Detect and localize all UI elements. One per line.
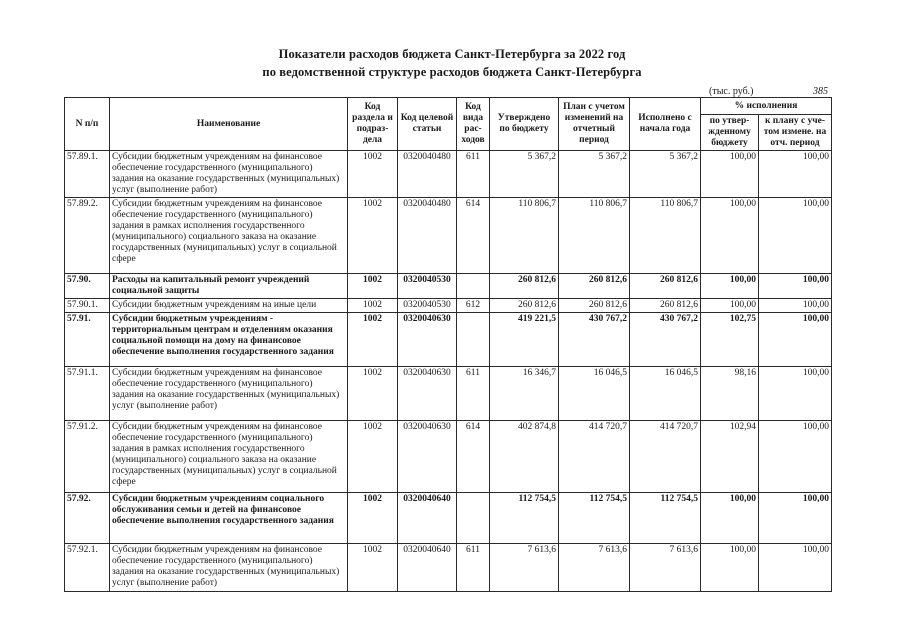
- row-type-code: [457, 313, 490, 367]
- row-pct-budget: 100,00: [701, 299, 759, 313]
- row-executed: 260 812,6: [630, 274, 701, 299]
- row-plan: 5 367,2: [559, 151, 630, 198]
- row-target-code: 0320040640: [398, 544, 457, 592]
- row-plan: 414 720,7: [559, 421, 630, 493]
- row-pct-plan: 100,00: [759, 544, 832, 592]
- header-executed: Исполнено с начала года: [630, 98, 701, 151]
- row-target-code: 0320040630: [398, 367, 457, 421]
- header-section: Код раздела и подраз-дела: [348, 98, 398, 151]
- row-type-code: 614: [457, 421, 490, 493]
- row-pct-plan: 100,00: [759, 313, 832, 367]
- header-plan: План с учетом изменений на отчетный период: [559, 98, 630, 151]
- row-section-code: 1002: [348, 274, 398, 299]
- header-percent-group: % исполнения: [701, 98, 832, 115]
- header-approved: Утверждено по бюджету: [490, 98, 559, 151]
- row-plan: 7 613,6: [559, 544, 630, 592]
- row-num: 57.91.: [65, 313, 110, 367]
- row-plan: 112 754,5: [559, 493, 630, 544]
- expenditure-table: [64, 97, 832, 592]
- row-pct-budget: 100,00: [701, 544, 759, 592]
- table-row: [65, 421, 832, 493]
- row-pct-plan: 100,00: [759, 274, 832, 299]
- table-row: [65, 198, 832, 274]
- units-label: (тыс. руб.): [709, 86, 754, 97]
- row-section-code: 1002: [348, 198, 398, 274]
- row-pct-budget: 102,94: [701, 421, 759, 493]
- row-name: Субсидии бюджетным учреждениям - территориальным центрам и отделениям оказания социальной помощи на дому на финансовое обеспечение выполнения государственного задания: [110, 313, 348, 367]
- row-pct-budget: 102,75: [701, 313, 759, 367]
- row-name: Субсидии бюджетным учреждениям на финансовое обеспечение государственного (муниципального) задания на оказание государственных (муниципальных) услуг (выполнение работ): [110, 151, 348, 198]
- row-target-code: 0320040630: [398, 313, 457, 367]
- row-executed: 5 367,2: [630, 151, 701, 198]
- row-target-code: 0320040480: [398, 198, 457, 274]
- row-section-code: 1002: [348, 313, 398, 367]
- row-approved: 5 367,2: [490, 151, 559, 198]
- row-approved: 260 812,6: [490, 274, 559, 299]
- row-section-code: 1002: [348, 493, 398, 544]
- row-section-code: 1002: [348, 299, 398, 313]
- row-approved: 419 221,5: [490, 313, 559, 367]
- row-executed: 414 720,7: [630, 421, 701, 493]
- table-row: [65, 493, 832, 544]
- row-num: 57.90.1.: [65, 299, 110, 313]
- row-num: 57.89.2.: [65, 198, 110, 274]
- header-num: N п/п: [65, 98, 110, 151]
- header-name: Наименование: [110, 98, 348, 151]
- row-executed: 430 767,2: [630, 313, 701, 367]
- row-pct-plan: 100,00: [759, 493, 832, 544]
- row-executed: 260 812,6: [630, 299, 701, 313]
- row-approved: 16 346,7: [490, 367, 559, 421]
- row-executed: 110 806,7: [630, 198, 701, 274]
- page-number: 385: [813, 86, 828, 97]
- row-name: Расходы на капитальный ремонт учреждений социальной защиты: [110, 274, 348, 299]
- row-name: Субсидии бюджетным учреждениям на финансовое обеспечение государственного (муниципального) задания в рамках исполнения государственного (муниципального) социального заказа на оказание государственных (муниципальных) услуг в социальной сфере: [110, 421, 348, 493]
- row-pct-budget: 100,00: [701, 151, 759, 198]
- row-plan: 16 046,5: [559, 367, 630, 421]
- row-num: 57.89.1.: [65, 151, 110, 198]
- row-pct-budget: 100,00: [701, 493, 759, 544]
- header-type: Код вида рас-ходов: [457, 98, 490, 151]
- row-type-code: [457, 493, 490, 544]
- row-plan: 260 812,6: [559, 274, 630, 299]
- table-row: [65, 151, 832, 198]
- row-num: 57.91.2.: [65, 421, 110, 493]
- row-target-code: 0320040630: [398, 421, 457, 493]
- row-pct-plan: 100,00: [759, 151, 832, 198]
- header-pct-budget: по утвер-жденному бюджету: [701, 115, 759, 151]
- row-pct-plan: 100,00: [759, 421, 832, 493]
- row-executed: 16 046,5: [630, 367, 701, 421]
- row-target-code: 0320040530: [398, 274, 457, 299]
- row-pct-plan: 100,00: [759, 198, 832, 274]
- row-num: 57.92.1.: [65, 544, 110, 592]
- row-approved: 7 613,6: [490, 544, 559, 592]
- row-name: Субсидии бюджетным учреждениям на иные цели: [110, 299, 348, 313]
- row-name: Субсидии бюджетным учреждениям на финансовое обеспечение государственного (муниципального) задания на оказание государственных (муниципальных) услуг (выполнение работ): [110, 367, 348, 421]
- row-section-code: 1002: [348, 544, 398, 592]
- row-name: Субсидии бюджетным учреждениям социального обслуживания семьи и детей на финансовое обеспечение выполнения государственного задания: [110, 493, 348, 544]
- row-pct-plan: 100,00: [759, 299, 832, 313]
- row-approved: 402 874,8: [490, 421, 559, 493]
- table-row: [65, 367, 832, 421]
- row-type-code: 611: [457, 367, 490, 421]
- table-row: [65, 313, 832, 367]
- table-row: [65, 274, 832, 299]
- row-target-code: 0320040480: [398, 151, 457, 198]
- row-type-code: 611: [457, 544, 490, 592]
- header-pct-plan: к плану с уче-том измене. на отч. период: [759, 115, 832, 151]
- table-body: [65, 151, 832, 592]
- row-plan: 260 812,6: [559, 299, 630, 313]
- row-executed: 7 613,6: [630, 544, 701, 592]
- table-row: [65, 299, 832, 313]
- row-target-code: 0320040640: [398, 493, 457, 544]
- row-executed: 112 754,5: [630, 493, 701, 544]
- row-type-code: [457, 274, 490, 299]
- document-title-line1: Показатели расходов бюджета Санкт-Петербурга за 2022 год: [278, 47, 626, 61]
- row-type-code: 611: [457, 151, 490, 198]
- row-plan: 110 806,7: [559, 198, 630, 274]
- row-type-code: 614: [457, 198, 490, 274]
- row-plan: 430 767,2: [559, 313, 630, 367]
- row-approved: 260 812,6: [490, 299, 559, 313]
- row-type-code: 612: [457, 299, 490, 313]
- row-num: 57.90.: [65, 274, 110, 299]
- row-approved: 110 806,7: [490, 198, 559, 274]
- row-section-code: 1002: [348, 421, 398, 493]
- document-title-line2: по ведомственной структуре расходов бюджета Санкт-Петербурга: [262, 65, 642, 79]
- row-pct-budget: 98,16: [701, 367, 759, 421]
- row-pct-budget: 100,00: [701, 274, 759, 299]
- row-num: 57.92.: [65, 493, 110, 544]
- row-pct-plan: 100,00: [759, 367, 832, 421]
- row-pct-budget: 100,00: [701, 198, 759, 274]
- table-row: [65, 544, 832, 592]
- row-name: Субсидии бюджетным учреждениям на финансовое обеспечение государственного (муниципального) задания на оказание государственных (муниципальных) услуг (выполнение работ): [110, 544, 348, 592]
- row-approved: 112 754,5: [490, 493, 559, 544]
- row-name: Субсидии бюджетным учреждениям на финансовое обеспечение государственного (муниципального) задания в рамках исполнения государственного (муниципального) социального заказа на оказание государственных (муниципальных) услуг в социальной сфере: [110, 198, 348, 274]
- row-section-code: 1002: [348, 367, 398, 421]
- row-target-code: 0320040530: [398, 299, 457, 313]
- row-section-code: 1002: [348, 151, 398, 198]
- row-num: 57.91.1.: [65, 367, 110, 421]
- header-target: Код целевой статьи: [398, 98, 457, 151]
